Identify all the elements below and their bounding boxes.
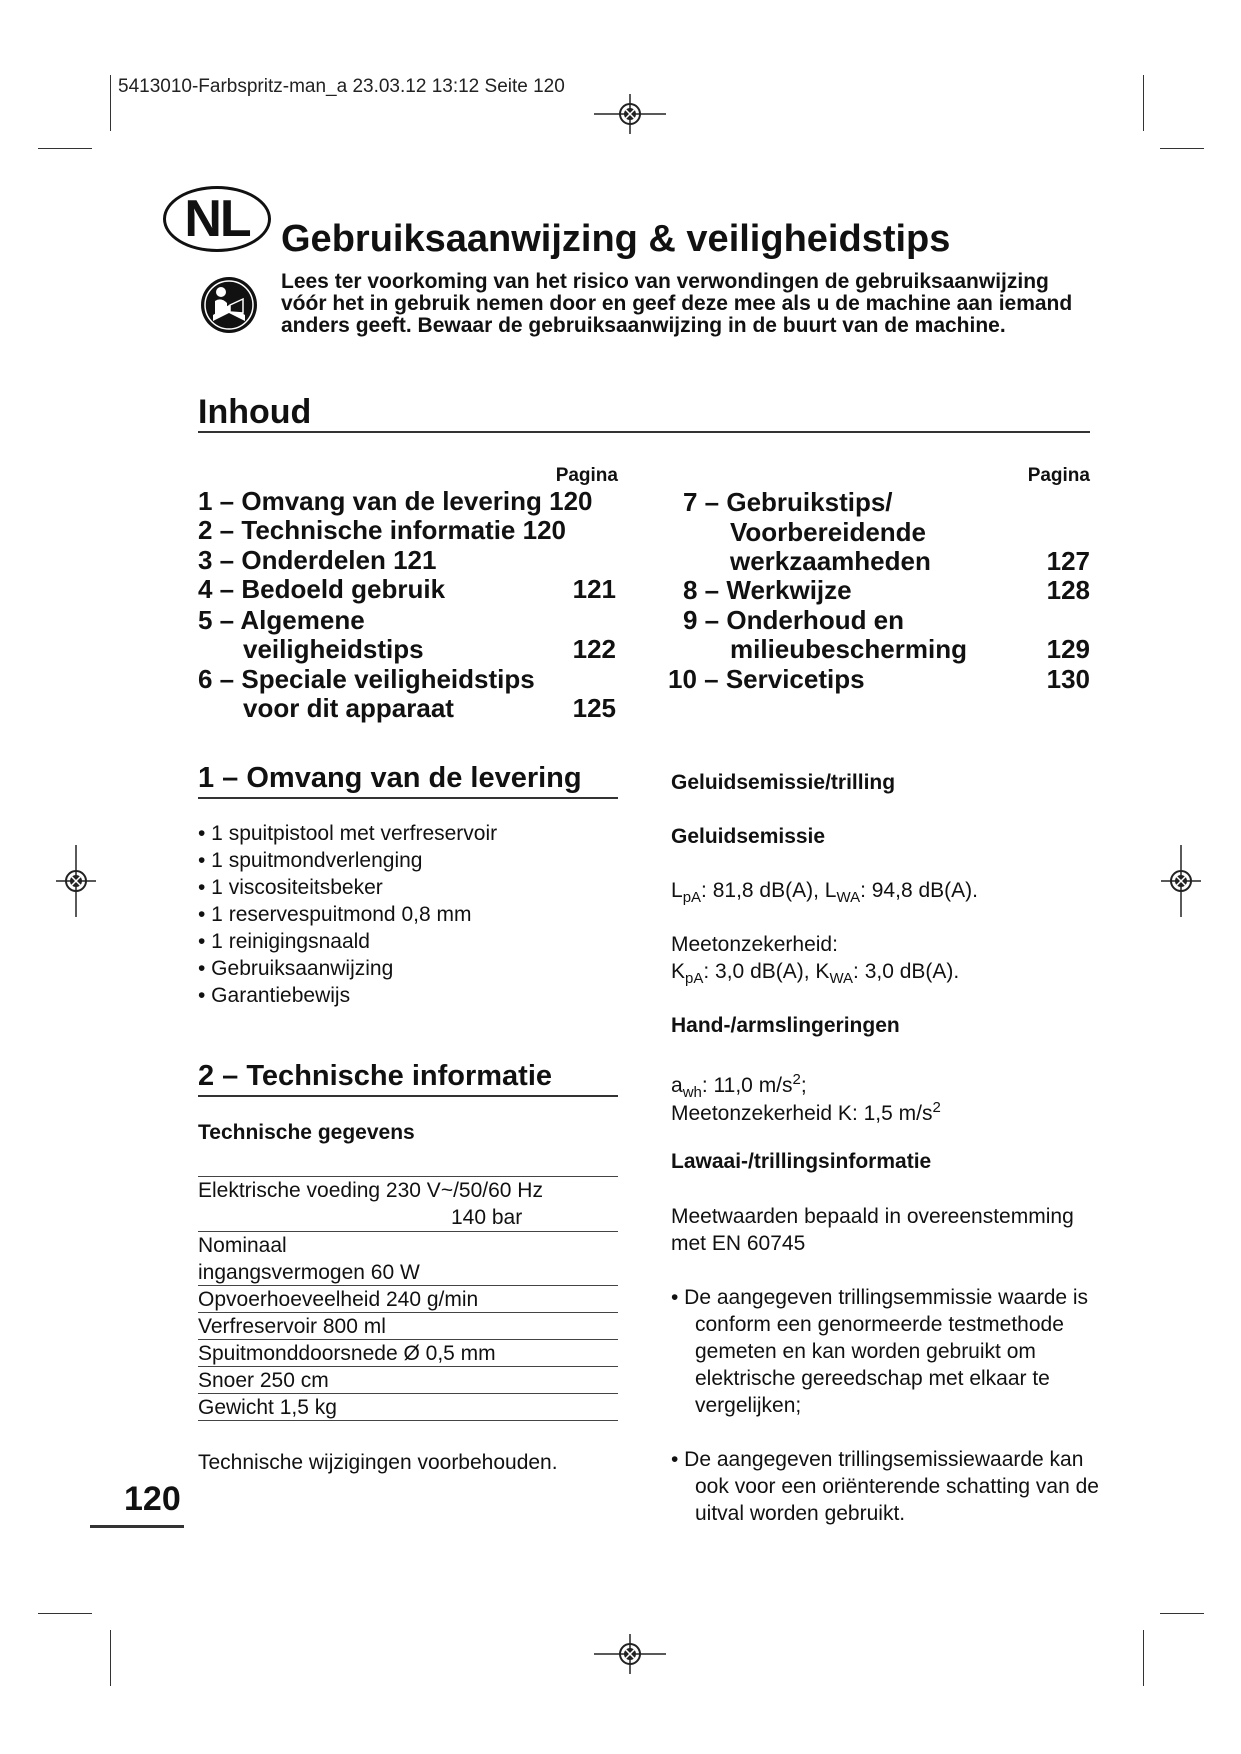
toc-entry-5-cont: veiligheidstips [243, 634, 424, 664]
toc-entry-7[interactable]: 7 – Gebruikstips/ [683, 487, 893, 517]
crop-mark [38, 1613, 92, 1614]
kwa-sub: WA [829, 970, 854, 988]
list-item: • 1 reinigingsnaald [198, 930, 370, 953]
toc-page-9: 129 [1046, 634, 1090, 664]
toc-entry-8[interactable]: 8 – Werkwijze [683, 575, 852, 605]
awh-number: : 11,0 m/s [701, 1074, 793, 1097]
lpa-lwa-values [671, 877, 978, 911]
tech-data-subtitle: Technische gegevens [198, 1121, 415, 1144]
toc-entry-2[interactable]: 2 – Technische informatie 120 [198, 515, 566, 545]
toc-entry-10[interactable]: 10 – Servicetips [668, 664, 865, 694]
k-line: Meetonzekerheid K: 1,5 m/s [671, 1102, 933, 1125]
lwa-value: : 94,8 dB(A). [860, 879, 978, 902]
crop-mark [1160, 148, 1204, 149]
measured-values-text: Meetwaarden bepaald in overeenstemming met EN 60745 [671, 1205, 1074, 1255]
spec-row-weight: Gewicht 1,5 kg [198, 1396, 337, 1419]
lpa-value: : 81,8 dB(A), [701, 879, 825, 902]
hand-arm-heading: Hand-/armslingeringen [671, 1014, 900, 1037]
spec-row-nozzle: Spuitmonddoorsnede Ø 0,5 mm [198, 1342, 496, 1365]
section-2-rule [198, 1095, 618, 1097]
crop-mark [1160, 1613, 1204, 1614]
toc-entry-7-cont2: werkzaamheden [730, 546, 931, 576]
spec-row-cord: Snoer 250 cm [198, 1369, 329, 1392]
registration-mark-icon [1161, 845, 1201, 917]
kpa-kwa-values [671, 958, 959, 992]
section-2-title: 2 – Technische informatie [198, 1060, 553, 1092]
list-item: • 1 spuitpistool met verfreservoir [198, 822, 498, 845]
toc-page-4: 121 [572, 574, 616, 604]
toc-entry-9-cont: milieubescherming [730, 634, 967, 664]
toc-page-7: 127 [1046, 546, 1090, 576]
toc-page-5: 122 [572, 634, 616, 664]
kpa-sub: pA [685, 970, 704, 988]
lwa-label: L [824, 879, 837, 902]
vibration-bullet-1: • De aangegeven trillingsemmissie waarde is conform een genormeerde testmethode gemeten en kan worden gebruikt om elektrische gereedschap met elkaar te vergelijken; [671, 1286, 1089, 1417]
list-item: • 1 spuitmondverlenging [198, 849, 423, 872]
spec-row-reservoir: Verfreservoir 800 ml [198, 1315, 386, 1338]
spec-value: ingangsvermogen 60 W [198, 1261, 420, 1284]
list-item: • 1 reservespuitmond 0,8 mm [198, 903, 472, 926]
awh-sup: 2 [792, 1071, 801, 1088]
kpa-value: : 3,0 dB(A), [703, 960, 816, 983]
crop-mark [110, 1630, 111, 1686]
toc-entry-6[interactable]: 6 – Speciale veiligheidstips [198, 664, 535, 694]
section-1-title: 1 – Omvang van de levering [198, 762, 582, 794]
emission-heading: Geluidsemissie [671, 825, 826, 848]
toc-page-8: 128 [1046, 575, 1090, 605]
toc-entry-7-cont1: Voorbereidende [730, 517, 927, 547]
page-number-rule [90, 1525, 184, 1528]
registration-mark-icon [594, 94, 666, 134]
toc-rule [198, 431, 1090, 433]
tech-note: Technische wijzigingen voorbehouden. [198, 1451, 558, 1474]
page-number: 120 [124, 1480, 181, 1518]
toc-entry-6-cont: voor dit apparaat [243, 693, 454, 723]
kwa-value: : 3,0 dB(A). [853, 960, 960, 983]
emission-vibration-heading: Geluidsemissie/trilling [671, 771, 896, 794]
registration-mark-icon [594, 1634, 666, 1674]
spec-row-voltage [198, 1177, 618, 1231]
section-1-rule [198, 797, 618, 799]
crop-mark [1143, 75, 1144, 131]
toc-pagina-label-left: Pagina [555, 465, 618, 486]
toc-entry-3[interactable]: 3 – Onderdelen 121 [198, 545, 437, 575]
kpa-label: K [671, 960, 686, 983]
uncertainty-label: Meetonzekerheid: [671, 933, 838, 956]
crop-mark [1143, 1630, 1144, 1686]
registration-mark-icon [56, 845, 96, 917]
delivery-list [198, 820, 497, 1009]
awh-end: ; [800, 1074, 807, 1097]
awh-sub: wh [682, 1084, 702, 1102]
toc-entry-4[interactable]: 4 – Bedoeld gebruik [198, 574, 446, 604]
spec-rule [198, 1420, 618, 1421]
lpa-sub: pA [682, 889, 702, 907]
print-header: 5413010-Farbspritz-man_a 23.03.12 13:12 Seite 120 [118, 76, 565, 97]
k-sup: 2 [932, 1099, 941, 1116]
toc-entry-9[interactable]: 9 – Onderhoud en [683, 605, 905, 635]
k-uncertainty [671, 1094, 941, 1127]
toc-page-10: 130 [1046, 664, 1090, 694]
toc-title: Inhoud [198, 393, 312, 431]
kwa-label: K [815, 960, 830, 983]
noise-vibration-info-heading: Lawaai-/trillingsinformatie [671, 1150, 932, 1173]
spec-row-power [198, 1232, 618, 1286]
vibration-bullet-2: • De aangegeven trillingsemissiewaarde kan ook voor een oriënterende schatting van de uitval worden gebruikt. [671, 1448, 1099, 1525]
toc-entry-5[interactable]: 5 – Algemene [198, 605, 365, 635]
spec-value: 140 bar [451, 1206, 523, 1229]
read-manual-icon [199, 275, 259, 335]
language-badge: NL [163, 186, 271, 252]
spec-row-flow: Opvoerhoeveelheid 240 g/min [198, 1288, 479, 1311]
toc-pagina-label-right: Pagina [1027, 465, 1090, 486]
crop-mark [38, 148, 92, 149]
list-item: • Garantiebewijs [198, 984, 351, 1007]
awh-label: a [671, 1074, 683, 1097]
crop-mark [110, 75, 111, 131]
document-title: Gebruiksaanwijzing & veiligheidstips [281, 218, 951, 260]
intro-warning: Lees ter voorkoming van het risico van verwondingen de gebruiksaanwijzing vóór het in gebruik nemen door en geef deze mee als u de machine aan iemand anders geeft. Bewaar de gebruiksaanwijzing in de buurt van de machine. [281, 270, 1073, 337]
toc-entry-1[interactable]: 1 – Omvang van de levering 120 [198, 486, 593, 516]
spec-label: Elektrische voeding 230 V~/50/60 Hz [198, 1179, 543, 1202]
list-item: • 1 viscositeitsbeker [198, 876, 383, 899]
toc-page-6: 125 [572, 693, 616, 723]
list-item: • Gebruiksaanwijzing [198, 957, 394, 980]
lpa-label: L [671, 879, 683, 902]
lwa-sub: WA [836, 889, 861, 907]
spec-label: Nominaal [198, 1234, 287, 1257]
